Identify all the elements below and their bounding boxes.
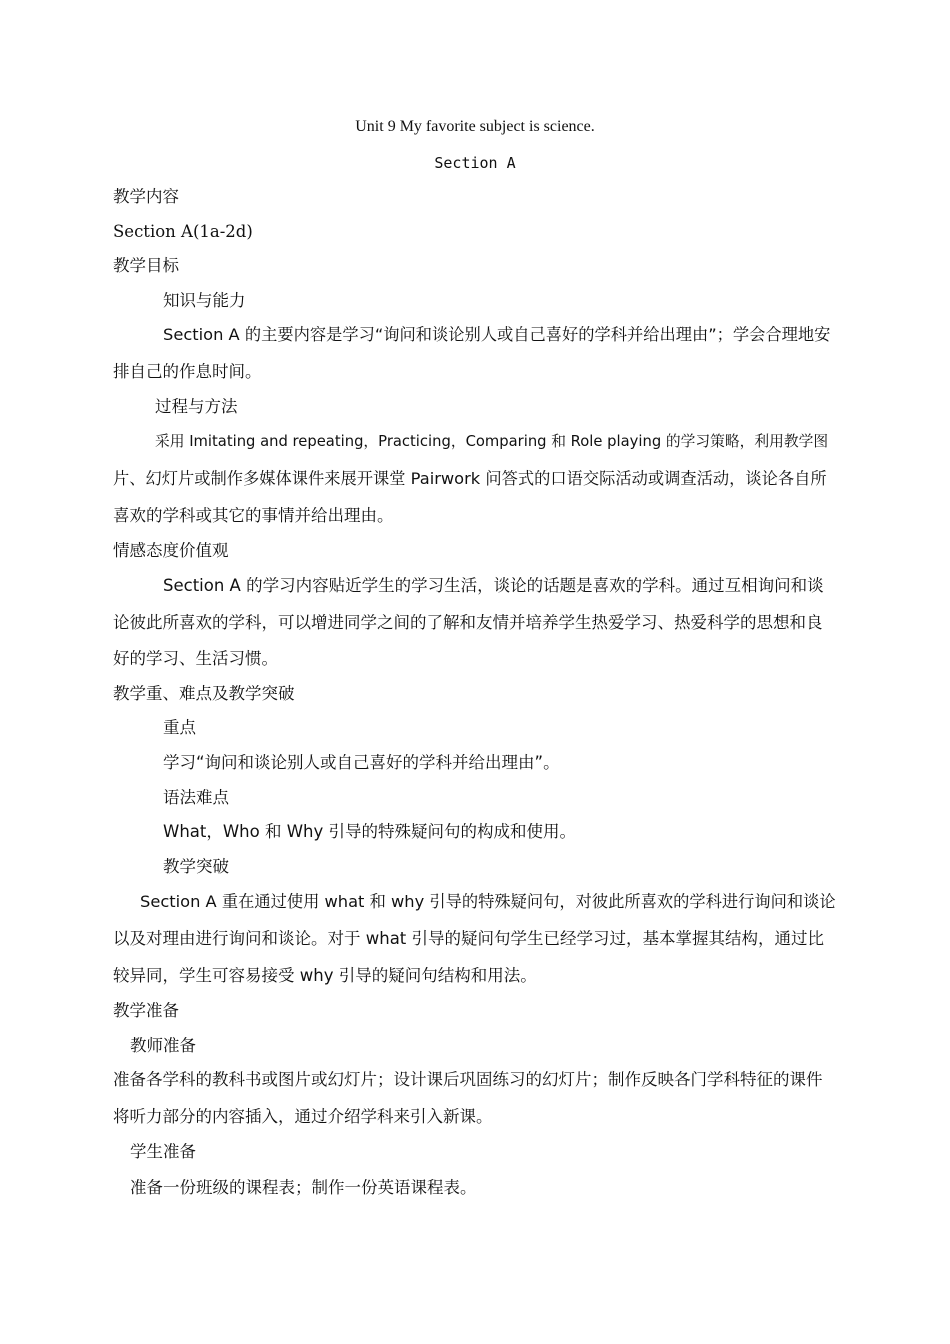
knowledge-paragraph-line: 排自己的作息时间。 bbox=[113, 362, 262, 381]
heading-key-difficult-points: 教学重、难点及教学突破 bbox=[113, 684, 295, 703]
heading-attitude-values: 情感态度价值观 bbox=[113, 541, 229, 560]
subheading-process-method: 过程与方法 bbox=[155, 397, 238, 416]
process-paragraph-line: 喜欢的学科或其它的事情并给出理由。 bbox=[113, 506, 394, 525]
doc-title: Unit 9 My favorite subject is science. bbox=[355, 118, 595, 135]
subheading-student-preparation: 学生准备 bbox=[130, 1142, 196, 1161]
process-paragraph-line: 采用 Imitating and repeating，Practicing，Comparing 和 Role playing 的学习策略，利用教学图 bbox=[155, 433, 829, 450]
knowledge-paragraph-line: Section A 的主要内容是学习“询问和谈论别人或自己喜好的学科并给出理由”；学会合理地安 bbox=[163, 325, 831, 344]
breakthrough-paragraph-line: 以及对理由进行询问和谈论。对于 what 引导的疑问句学生已经学习过，基本掌握其结构，通过比 bbox=[113, 929, 825, 948]
subheading-knowledge-ability: 知识与能力 bbox=[163, 291, 246, 310]
attitude-paragraph-line: Section A 的学习内容贴近学生的学习生活，谈论的话题是喜欢的学科。通过互相询问和谈 bbox=[163, 576, 824, 595]
teacher-paragraph-line: 将听力部分的内容插入，通过介绍学科来引入新课。 bbox=[113, 1107, 493, 1126]
heading-teaching-goals: 教学目标 bbox=[113, 256, 179, 275]
subheading-focus: 重点 bbox=[163, 718, 196, 737]
breakthrough-paragraph-line: Section A 重在通过使用 what 和 why 引导的特殊疑问句，对彼此所喜欢的学科进行询问和谈论 bbox=[140, 892, 836, 911]
section-title: Section A bbox=[434, 154, 516, 172]
teacher-paragraph-line: 准备各学科的教科书或图片或幻灯片；设计课后巩固练习的幻灯片；制作反映各门学科特征的课件 bbox=[113, 1070, 823, 1089]
heading-teaching-content: 教学内容 bbox=[113, 187, 179, 206]
attitude-paragraph-line: 论彼此所喜欢的学科，可以增进同学之间的了解和友情并培养学生热爱学习、热爱科学的思想和良 bbox=[113, 613, 823, 632]
grammar-paragraph: What，Who 和 Why 引导的特殊疑问句的构成和使用。 bbox=[163, 822, 576, 841]
subheading-breakthrough: 教学突破 bbox=[163, 857, 229, 876]
breakthrough-paragraph-line: 较异同，学生可容易接受 why 引导的疑问句结构和用法。 bbox=[113, 966, 537, 985]
teaching-content-value: Section A(1a-2d) bbox=[113, 222, 253, 241]
student-paragraph: 准备一份班级的课程表；制作一份英语课程表。 bbox=[130, 1178, 477, 1197]
subheading-teacher-preparation: 教师准备 bbox=[130, 1036, 196, 1055]
subheading-grammar-difficulty: 语法难点 bbox=[163, 788, 229, 807]
focus-paragraph: 学习“询问和谈论别人或自己喜好的学科并给出理由”。 bbox=[163, 753, 560, 772]
attitude-paragraph-line: 好的学习、生活习惯。 bbox=[113, 649, 278, 668]
heading-teaching-preparation: 教学准备 bbox=[113, 1001, 179, 1020]
process-paragraph-line: 片、幻灯片或制作多媒体课件来展开课堂 Pairwork 问答式的口语交际活动或调查活动，谈论各自所 bbox=[113, 469, 827, 488]
